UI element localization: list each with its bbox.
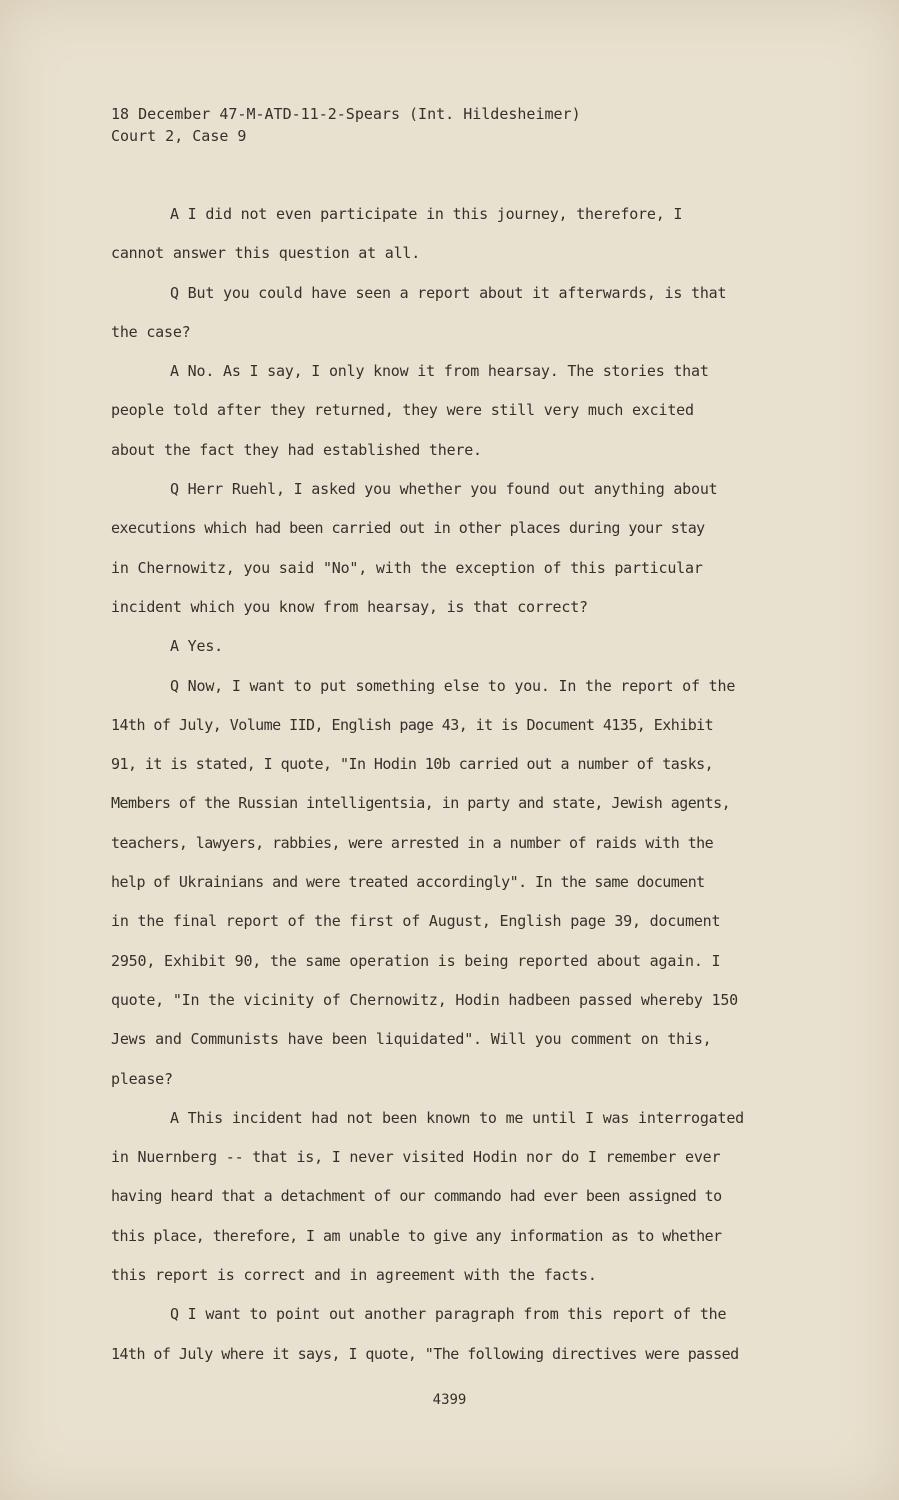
transcript-line: incident which you know from hearsay, is that correct? <box>111 597 588 616</box>
transcript-line: executions which had been carried out in other places during your stay <box>111 519 705 538</box>
transcript-line: A No. As I say, I only know it from hearsay. The stories that <box>170 362 709 381</box>
transcript-line: 2950, Exhibit 90, the same operation is being reported about again. I <box>111 951 721 970</box>
transcript-line: in Chernowitz, you said "No", with the exception of this particular <box>111 558 703 577</box>
transcript-line: Members of the Russian intelligentsia, in party and state, Jewish agents, <box>111 794 731 813</box>
transcript-line: A I did not even participate in this journey, therefore, I <box>170 205 683 223</box>
transcript-line: Jews and Communists have been liquidated". Will you comment on this, <box>111 1030 712 1049</box>
transcript-line: in Nuernberg -- that is, I never visited Hodin nor do I remember ever <box>111 1148 721 1167</box>
transcript-line: people told after they returned, they were still very much excited <box>111 401 694 420</box>
transcript-line: teachers, lawyers, rabbies, were arrested in a number of raids with the <box>111 833 714 852</box>
document-header <box>111 103 581 147</box>
transcript-line: quote, "In the vicinity of Chernowitz, Hodin hadbeen passed whereby 150 <box>111 990 738 1009</box>
transcript-line: 14th of July where it says, I quote, "The following directives were passed <box>111 1344 739 1363</box>
transcript-line: about the fact they had established there. <box>111 440 482 459</box>
transcript-line: in the final report of the first of August, English page 39, document <box>111 912 721 931</box>
transcript-line: Q But you could have seen a report about it afterwards, is that <box>170 283 727 302</box>
transcript-line: help of Ukrainians and were treated accordingly". In the same document <box>111 873 705 892</box>
transcript-line: having heard that a detachment of our commando had ever been assigned to <box>111 1187 722 1206</box>
transcript-body <box>111 200 851 1379</box>
transcript-line: Q Herr Ruehl, I asked you whether you found out anything about <box>170 480 718 499</box>
transcript-line: Q Now, I want to put something else to you. In the report of the <box>170 676 736 695</box>
transcript-line: 14th of July, Volume IID, English page 43, it is Document 4135, Exhibit <box>111 715 714 734</box>
transcript-line: cannot answer this question at all. <box>111 244 421 263</box>
transcript-line: the case? <box>111 322 191 341</box>
transcript-line: this report is correct and in agreement with the facts. <box>111 1266 597 1285</box>
transcript-line: A Yes. <box>170 637 223 656</box>
transcript-line: please? <box>111 1069 173 1088</box>
transcript-line: 91, it is stated, I quote, "In Hodin 10b carried out a number of tasks, <box>111 755 714 774</box>
header-line-1: 18 December 47-M-ATD-11-2-Spears (Int. Hildesheimer) <box>111 105 581 123</box>
page-number: 4399 <box>432 1392 467 1408</box>
transcript-line: A This incident had not been known to me until I was interrogated <box>170 1108 744 1127</box>
header-line-2: Court 2, Case 9 <box>111 127 247 145</box>
transcript-line: this place, therefore, I am unable to give any information as to whether <box>111 1226 722 1245</box>
transcript-line: Q I want to point out another paragraph from this report of the <box>170 1305 727 1324</box>
